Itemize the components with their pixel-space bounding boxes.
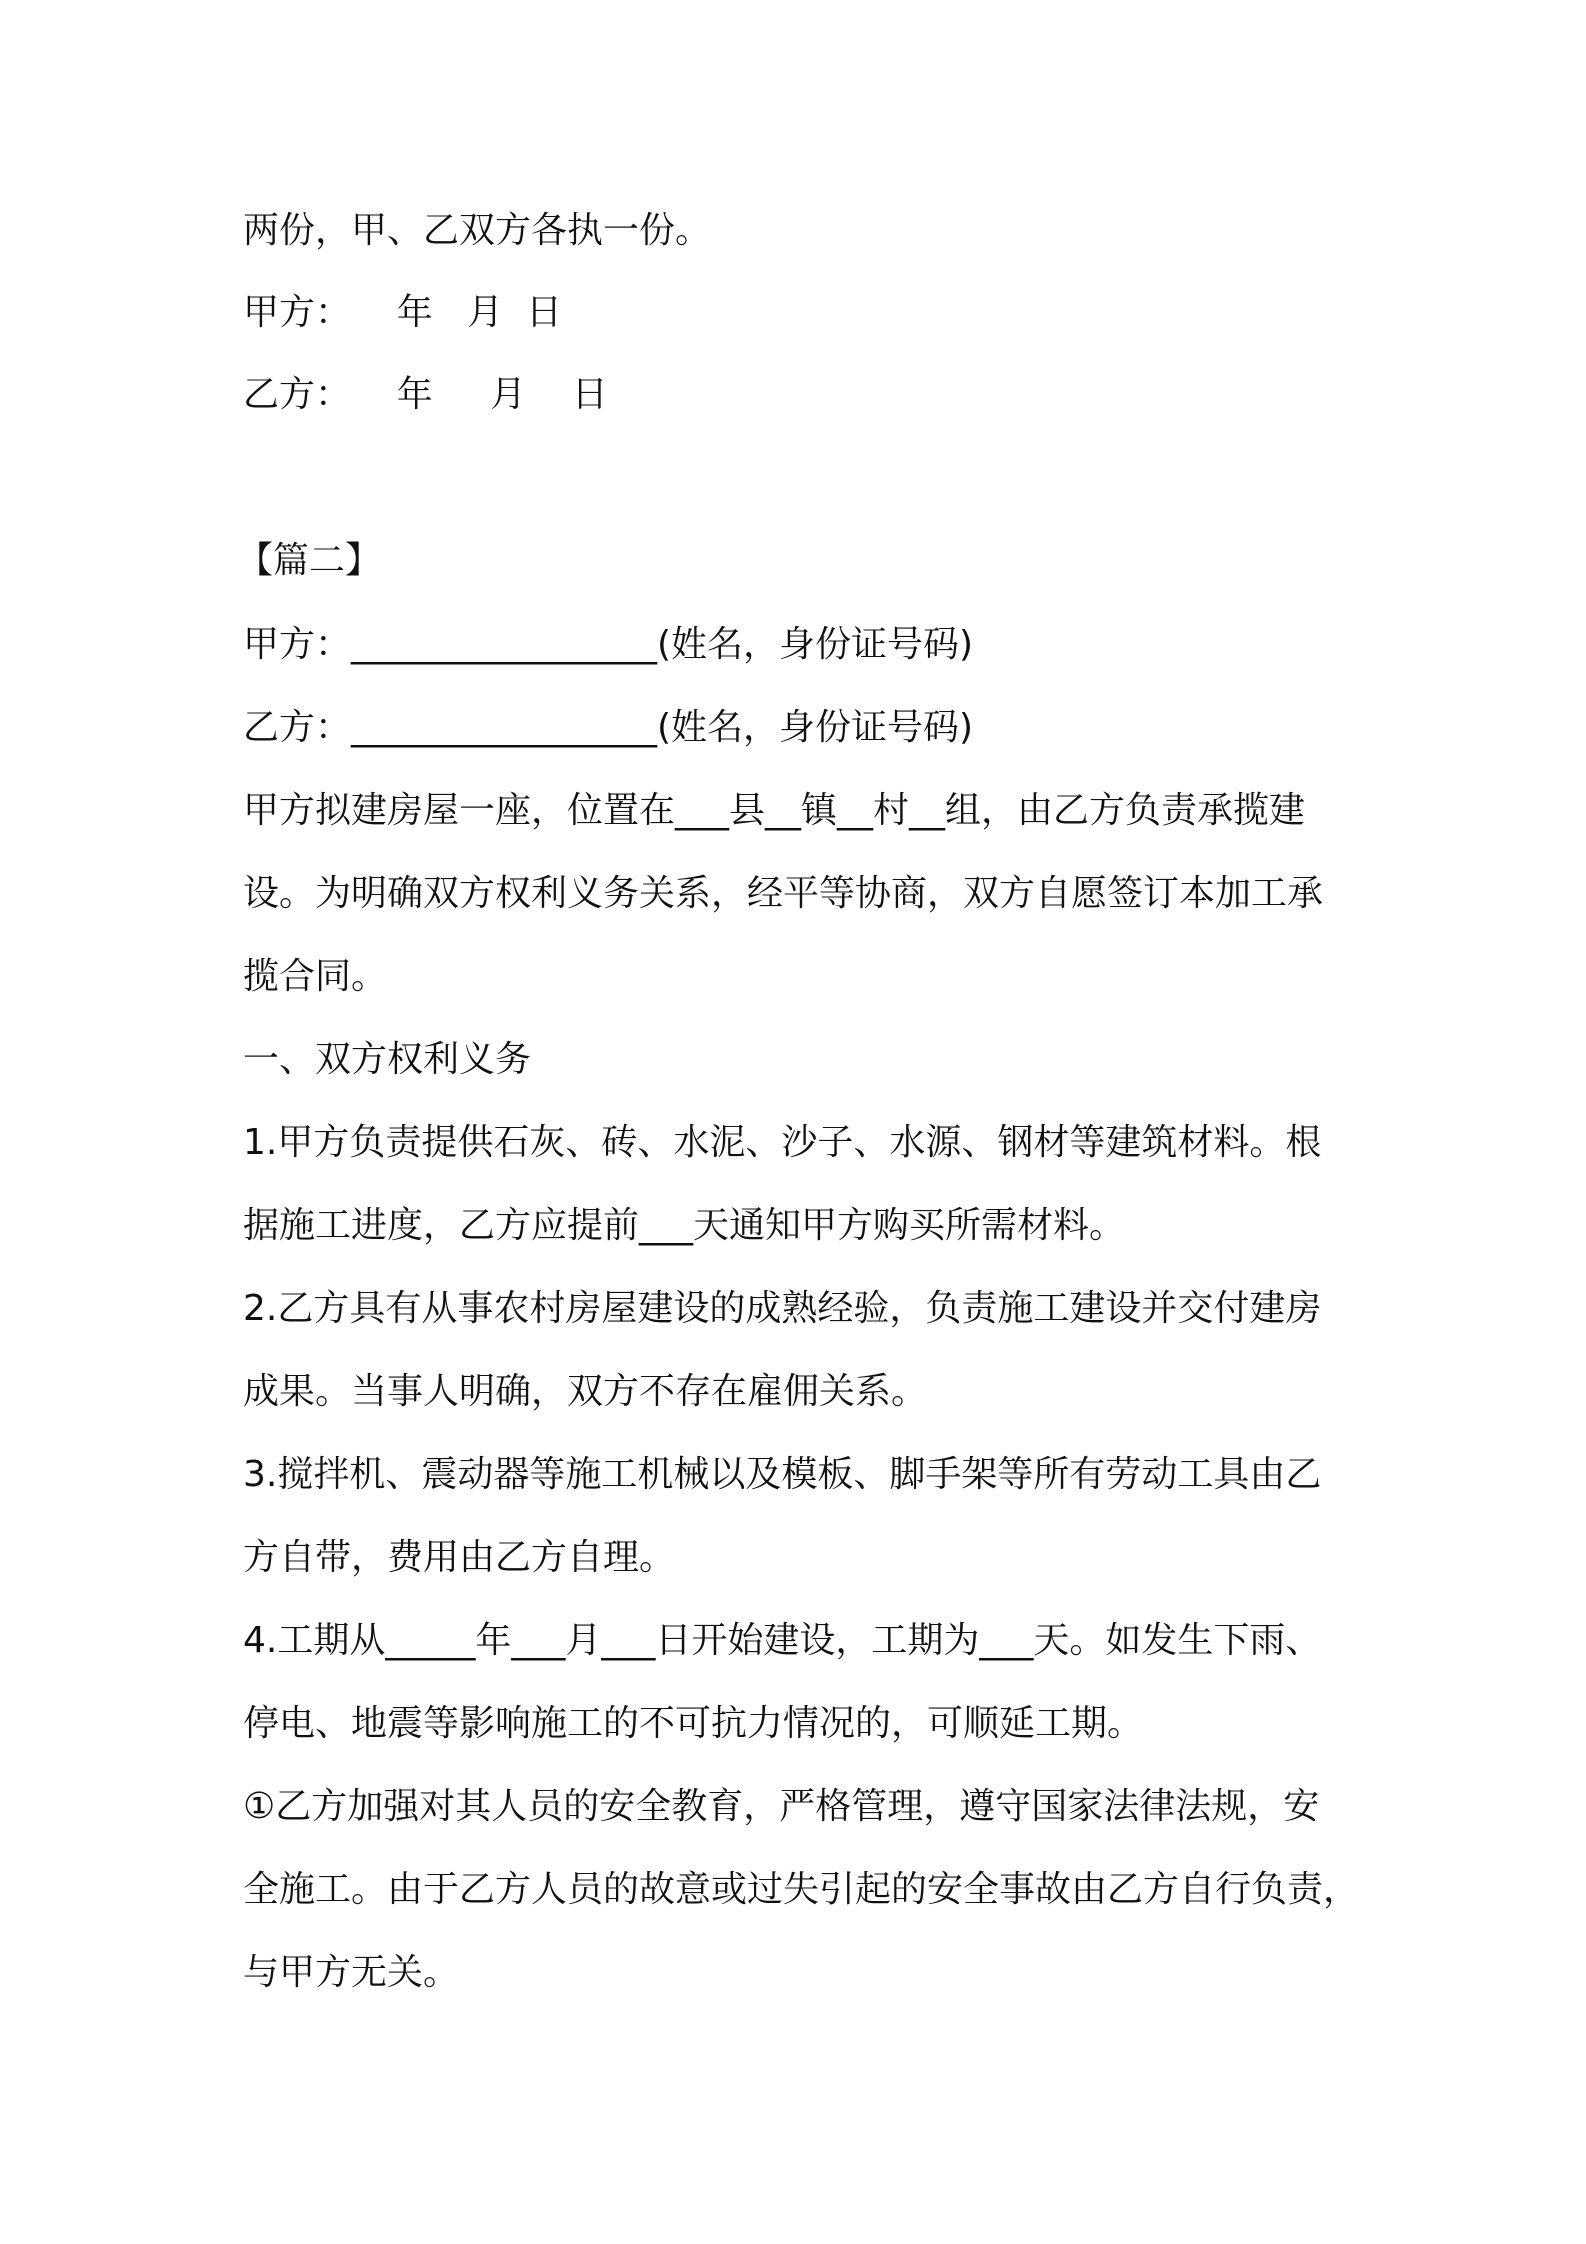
text-line-13: 2.乙方具有从事农村房屋建设的成熟经验，负责施工建设并交付建房	[243, 1288, 1322, 1329]
text-line-11: 1.甲方负责提供石灰、砖、水泥、沙子、水源、钢材等建筑材料。根	[243, 1122, 1322, 1163]
text-line-21: 与甲方无关。	[243, 1952, 460, 1993]
section-heading: 【篇二】	[237, 540, 382, 581]
text-line-1: 两份，甲、乙双方各执一份。	[243, 210, 712, 251]
text-line-8: 设。为明确双方权利义务关系，经平等协商，双方自愿签订本加工承	[243, 873, 1324, 914]
text-line-10: 一、双方权利义务	[243, 1039, 532, 1080]
text-line-19: ①乙方加强对其人员的安全教育，严格管理，遵守国家法律法规，安	[243, 1786, 1320, 1827]
text-line-17: 4.工期从_____年___月___日开始建设，工期为___天。如发生下雨、	[243, 1620, 1322, 1661]
text-line-3: 乙方： 年 月 日	[243, 374, 608, 415]
text-line-15: 3.搅拌机、震动器等施工机械以及模板、脚手架等所有劳动工具由乙	[243, 1454, 1322, 1495]
text-line-16: 方自带，费用由乙方自理。	[243, 1537, 676, 1578]
text-line-7: 甲方拟建房屋一座，位置在___县__镇__村__组，由乙方负责承揽建	[243, 790, 1306, 831]
text-line-9: 揽合同。	[243, 956, 388, 997]
text-line-12: 据施工进度，乙方应提前___天通知甲方购买所需材料。	[243, 1205, 1126, 1246]
text-line-2: 甲方： 年 月 日	[243, 292, 562, 333]
text-line-14: 成果。当事人明确，双方不存在雇佣关系。	[243, 1371, 928, 1412]
text-line-5: 甲方：_________________(姓名，身份证号码)	[243, 624, 974, 665]
text-line-6: 乙方：_________________(姓名，身份证号码)	[243, 707, 974, 748]
text-line-20: 全施工。由于乙方人员的故意或过失引起的安全事故由乙方自行负责，	[243, 1869, 1360, 1910]
text-line-18: 停电、地震等影响施工的不可抗力情况的，可顺延工期。	[243, 1703, 1144, 1744]
